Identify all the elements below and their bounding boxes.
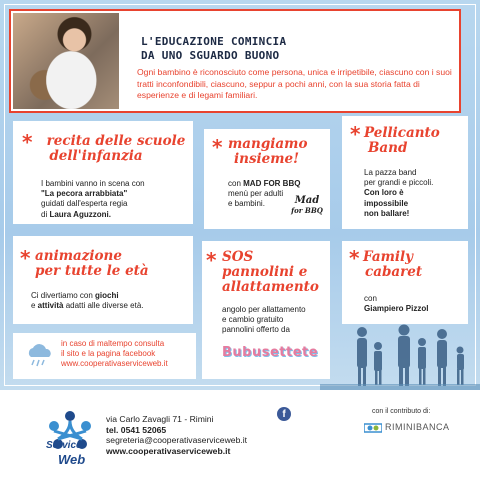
header-box: [9, 9, 461, 113]
card-mangiamo-title: [228, 137, 328, 167]
card-recita: [13, 121, 193, 224]
rain-cloud-icon: [25, 343, 55, 369]
riminibanca-logo: [364, 420, 454, 436]
card-animazione-line2b: attività: [37, 301, 64, 311]
logo-text-service: Service: [46, 440, 82, 451]
asterisk-icon: *: [350, 122, 361, 146]
header-title: [141, 35, 441, 63]
info-line1: in caso di maltempo consulta: [61, 339, 165, 348]
riminibanca-text: RIMINIBANCA: [385, 422, 450, 432]
address: via Carlo Zavagli 71 - Rimini: [106, 414, 214, 424]
header-text: Ogni bambino è riconosciuto come persona, unica e irripetibile, ciascuno con i suoi tratti inconfondibili, ciascuno, seppur a pochi anni, con la sua storia fatta di esperienze e di legami familiari.: [137, 67, 452, 100]
asterisk-icon: *: [20, 246, 31, 270]
card-recita-title-line1: recita delle scuole: [46, 133, 186, 149]
mad-for-bbq-logo: [290, 195, 324, 221]
mad-logo-text2: for BBQ: [291, 206, 323, 215]
card-animazione-line2c: adatti alle diverse età.: [63, 301, 144, 311]
info-site-link[interactable]: www.cooperativaserviceweb.it: [61, 359, 168, 368]
card-pellicanto-title: [364, 126, 464, 156]
card-recita-line1: I bambini vanno in scena con: [41, 179, 145, 188]
card-pellicanto-line4: impossibile: [364, 198, 409, 208]
card-family-title: [363, 250, 463, 280]
card-pellicanto: [342, 116, 468, 229]
contact-block: [106, 414, 247, 456]
card-animazione-title-line2: per tutte le età: [35, 263, 149, 279]
contribution-label: con il contributo di:: [372, 408, 431, 415]
card-family-text: [364, 294, 464, 314]
facebook-icon[interactable]: f: [277, 407, 291, 421]
card-pellicanto-title-line2: Band: [368, 140, 408, 156]
card-sos: [202, 241, 330, 379]
card-animazione: [13, 236, 193, 324]
weather-info-text: [61, 339, 195, 369]
card-recita-title: [39, 134, 193, 164]
card-pellicanto-line2: per grandi e piccoli.: [364, 178, 434, 188]
card-animazione-title: [35, 249, 185, 279]
card-mangiamo-title-line2: insieme!: [234, 151, 300, 167]
header-title-line2: DA UNO SGUARDO BUONO: [141, 49, 280, 62]
asterisk-icon: *: [349, 246, 360, 270]
card-mangiamo-title-line1: mangiamo: [228, 136, 308, 152]
card-animazione-title-line1: animazione: [35, 248, 122, 264]
email-link[interactable]: segreteria@cooperativaserviceweb.it: [106, 435, 248, 445]
card-pellicanto-line3: Con loro è: [364, 188, 404, 198]
card-family-line1: con: [364, 294, 377, 303]
header-title-line1: L'EDUCAZIONE COMINCIA: [141, 35, 287, 48]
card-family-line2: Giampiero Pizzol: [364, 304, 429, 314]
card-sos-title-line1: SOS: [222, 249, 254, 265]
card-family-title-line1: Family: [363, 249, 413, 265]
riminibanca-mark-icon: [364, 421, 382, 435]
teacher-children-photo: [13, 13, 119, 109]
card-sos-title-line2: pannolini e: [222, 264, 308, 280]
mad-logo-text1: Mad: [294, 195, 320, 206]
card-family-title-line2: cabaret: [365, 264, 423, 280]
card-sos-text: [222, 305, 326, 336]
card-mangiamo-line1b: MAD FOR BBQ: [243, 179, 301, 188]
card-mangiamo-line1a: con: [228, 179, 244, 188]
card-sos-line3: pannolini offerto da: [222, 325, 290, 335]
card-pellicanto-line1: La pazza band: [364, 168, 417, 177]
card-recita-title-line2: dell'infanzia: [49, 148, 143, 164]
card-recita-line3: guidati dall'esperta regia: [41, 199, 128, 209]
card-family: [342, 241, 468, 324]
website-link[interactable]: www.cooperativaserviceweb.it: [106, 445, 231, 456]
card-animazione-line1b: giochi: [95, 291, 119, 300]
card-animazione-line1a: Ci divertiamo con: [31, 291, 96, 300]
card-mangiamo-line2: menù per adulti: [228, 189, 284, 199]
asterisk-icon: *: [212, 135, 223, 159]
family-silhouettes-illustration: [320, 320, 480, 390]
card-pellicanto-line5: non ballare!: [364, 208, 410, 218]
info-line2: il sito e la pagina facebook: [61, 349, 156, 358]
card-recita-text: [41, 179, 191, 220]
card-recita-line4a: di: [41, 209, 50, 219]
card-sos-line2: e cambio gratuito: [222, 315, 284, 325]
logo-text-web: Web: [58, 452, 86, 467]
card-sos-title: [222, 250, 326, 295]
card-animazione-text: [31, 291, 191, 311]
phone: tel. 0541 52065: [106, 424, 167, 435]
asterisk-icon: *: [22, 130, 33, 154]
card-sos-line1: angolo per allattamento: [222, 305, 306, 314]
card-recita-line2: "La pecora arrabbiata": [41, 189, 128, 199]
card-pellicanto-text: [364, 168, 464, 219]
card-mangiamo: [204, 129, 330, 229]
footer: [0, 390, 480, 478]
card-pellicanto-title-line1: Pellicanto: [364, 125, 440, 141]
bubusettete-logo: Bubusettete: [222, 345, 319, 360]
card-sos-title-line3: allattamento: [222, 279, 319, 295]
weather-info-box: [13, 333, 196, 379]
card-animazione-line2a: e: [31, 301, 38, 311]
card-mangiamo-line3: e bambini.: [228, 199, 265, 209]
asterisk-icon: *: [206, 248, 217, 272]
card-recita-line4b: Laura Aguzzoni.: [49, 209, 111, 219]
